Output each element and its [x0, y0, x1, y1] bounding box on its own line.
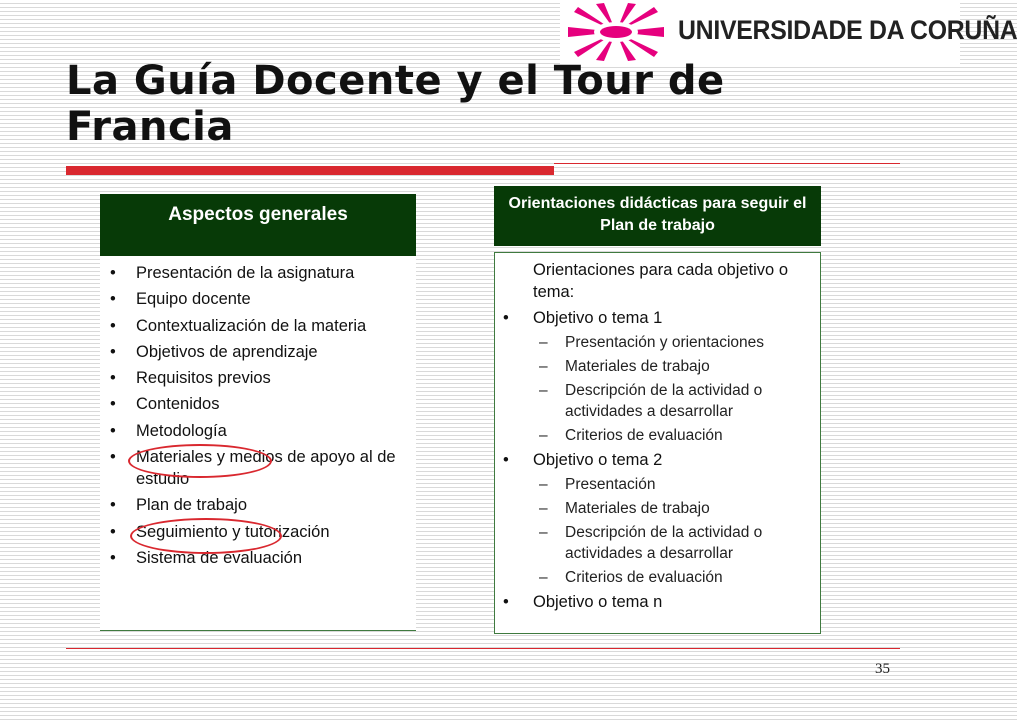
orientacion-subitem	[503, 332, 819, 353]
bullet-icon: •	[110, 421, 116, 440]
subitem-label: Presentación y orientaciones	[565, 334, 765, 351]
orientacion-subitem	[503, 567, 819, 588]
subitem-label: Presentación	[565, 476, 656, 493]
bullet-icon: •	[110, 448, 116, 467]
udc-star-logo-icon	[566, 2, 666, 62]
bullet-icon: •	[110, 496, 116, 515]
dash-icon: –	[539, 334, 548, 351]
slide-title: La Guía Docente y el Tour de Francia	[66, 58, 725, 150]
bullet-icon: •	[110, 290, 116, 309]
orientacion-subitem	[503, 356, 819, 377]
aspecto-label: Materiales y medios de apoyo al de estudio	[136, 448, 396, 489]
highlight-circle-metodologia	[128, 444, 272, 478]
subitem-label: Descripción de la actividad o actividades a desarrollar	[565, 382, 763, 420]
dash-icon: –	[539, 569, 548, 586]
page-number: 35	[875, 661, 890, 677]
orientacion-subitem	[503, 425, 819, 446]
aspecto-label: Seguimiento y tutorización	[136, 522, 330, 541]
title-underline-bar	[66, 166, 554, 175]
dash-icon: –	[539, 500, 548, 517]
aspecto-list-item	[110, 262, 410, 284]
aspecto-label: Requisitos previos	[136, 369, 271, 388]
aspectos-generales-panel	[100, 258, 416, 631]
bullet-icon: •	[110, 369, 116, 388]
bullet-icon: •	[503, 309, 509, 327]
aspecto-label: Presentación de la asignatura	[136, 264, 355, 282]
subitem-label: Criterios de evaluación	[565, 569, 723, 586]
orientacion-subitem	[503, 380, 819, 422]
aspecto-list-item	[110, 547, 410, 569]
orientacion-subitem	[503, 522, 819, 564]
dash-icon: –	[539, 358, 548, 375]
objetivo-item	[503, 307, 819, 329]
subitem-label: Materiales de trabajo	[565, 500, 710, 517]
dash-icon: –	[539, 476, 548, 493]
orientaciones-content	[503, 259, 819, 616]
aspecto-label: Metodología	[136, 421, 227, 440]
subitem-label: Criterios de evaluación	[565, 427, 723, 444]
bullet-icon: •	[110, 522, 116, 541]
bullet-icon: •	[110, 548, 116, 567]
aspecto-label: Equipo docente	[136, 290, 251, 309]
aspecto-label: Objetivos de aprendizaje	[136, 342, 318, 361]
university-logo	[560, 0, 1017, 64]
aspecto-label: Contextualización de la materia	[136, 316, 367, 335]
university-name: UNIVERSIDADE DA CORUÑA	[678, 15, 1017, 45]
objetivo-label: Objetivo o tema 2	[533, 451, 663, 469]
aspecto-label: Plan de trabajo	[136, 496, 247, 515]
highlight-circle-plan-de-trabajo	[130, 518, 282, 554]
aspecto-label: Sistema de evaluación	[136, 548, 303, 567]
orientaciones-panel	[494, 252, 821, 634]
title-underline-line	[554, 163, 900, 164]
dash-icon: –	[539, 524, 548, 541]
footer-line	[66, 648, 900, 649]
right-box-heading: Orientaciones didácticas para seguir el Plan de trabajo	[494, 186, 821, 246]
subitem-label: Materiales de trabajo	[565, 358, 710, 375]
orientaciones-intro: Orientaciones para cada objetivo o tema:	[533, 261, 788, 301]
aspecto-list-item	[110, 367, 410, 389]
bullet-icon: •	[110, 342, 116, 361]
aspecto-list-item	[110, 494, 410, 516]
left-box-heading: Aspectos generales	[100, 194, 416, 256]
aspecto-list-item	[110, 315, 410, 337]
dash-icon: –	[539, 382, 548, 399]
bullet-icon: •	[503, 451, 509, 469]
aspecto-list-item	[110, 341, 410, 363]
objetivo-label: Objetivo o tema 1	[533, 309, 663, 327]
orientacion-subitem	[503, 498, 819, 519]
dash-icon: –	[539, 427, 548, 444]
aspecto-list-item	[110, 288, 410, 310]
bullet-icon: •	[110, 264, 116, 282]
aspecto-list-item	[110, 393, 410, 415]
objetivo-item	[503, 591, 819, 613]
objetivo-item	[503, 449, 819, 471]
bullet-icon: •	[503, 593, 509, 611]
objetivo-label: Objetivo o tema n	[533, 593, 663, 611]
subitem-label: Descripción de la actividad o actividades a desarrollar	[565, 524, 763, 562]
bullet-icon: •	[110, 395, 116, 414]
aspecto-list-item	[110, 420, 410, 442]
bullet-icon: •	[110, 316, 116, 335]
aspecto-label: Contenidos	[136, 395, 220, 414]
orientacion-subitem	[503, 474, 819, 495]
